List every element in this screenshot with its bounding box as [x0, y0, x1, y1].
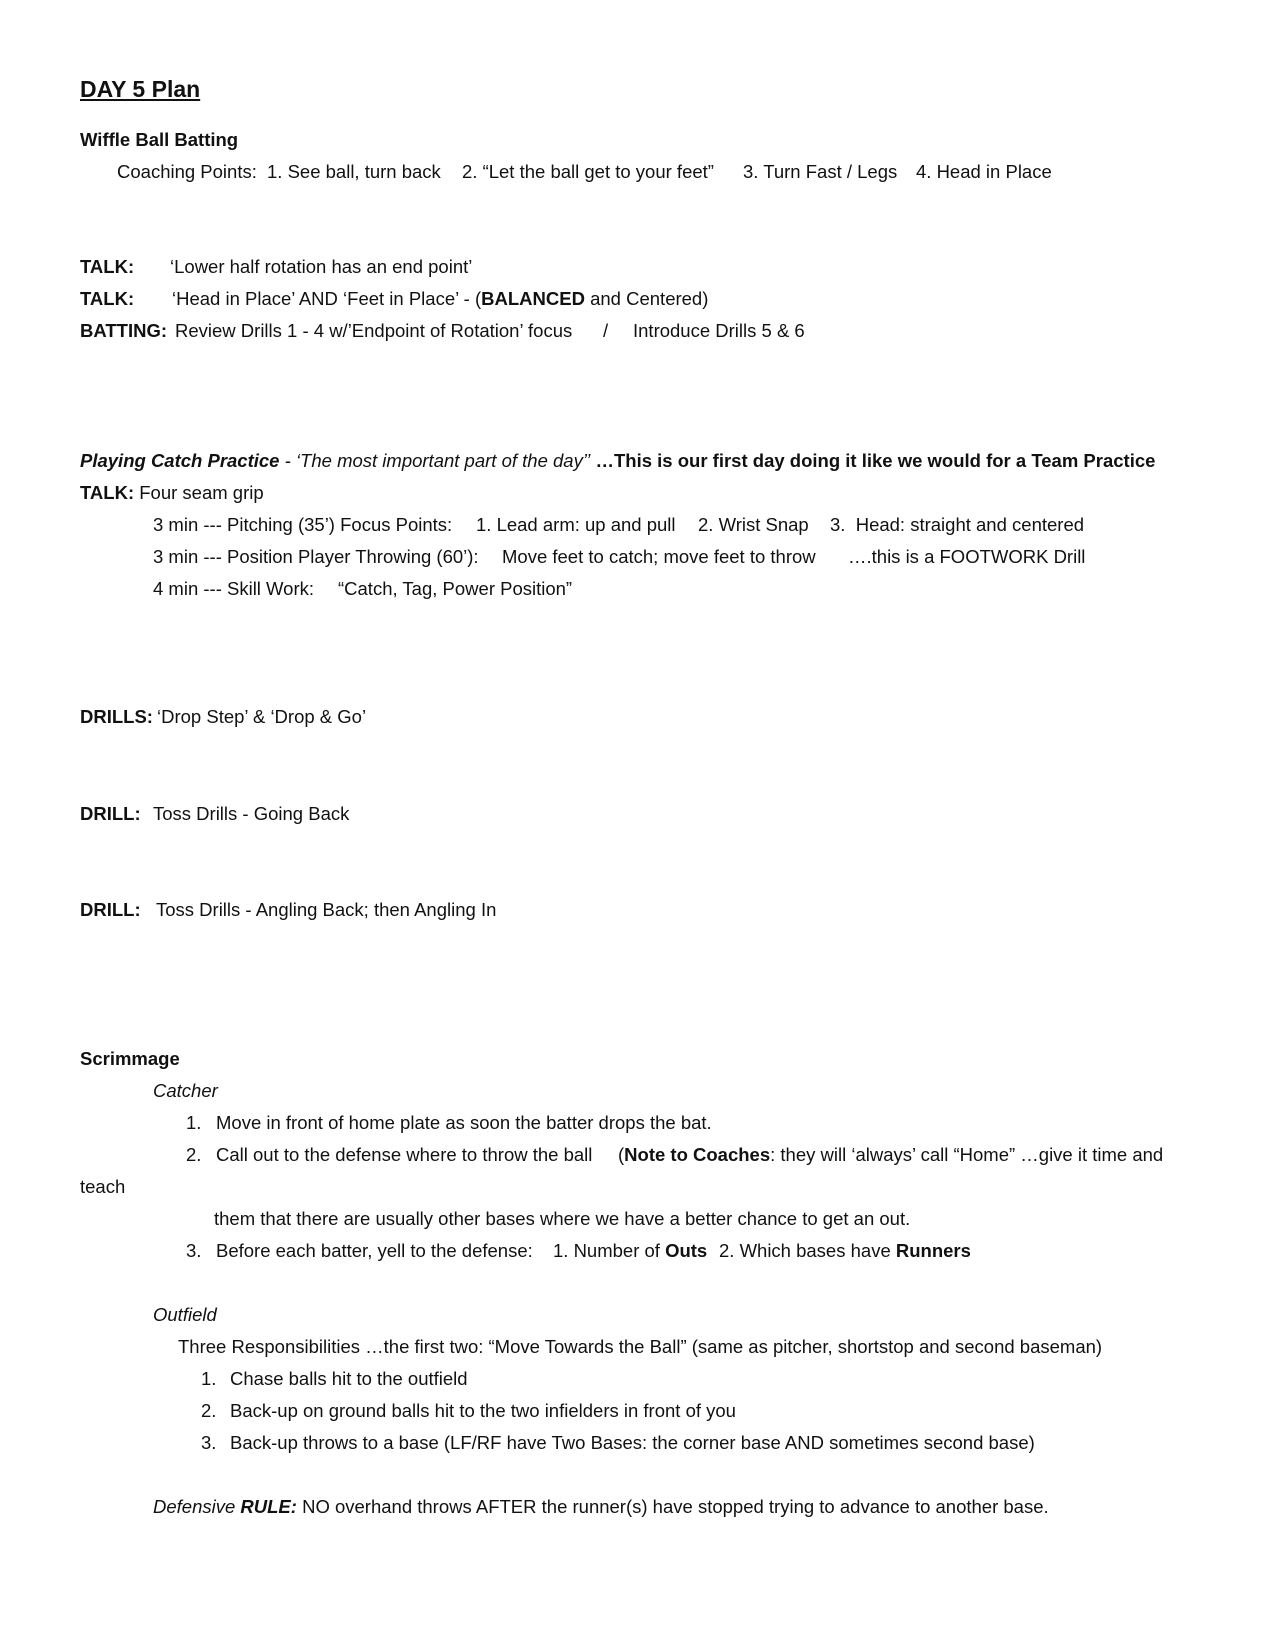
drill2-label: DRILL:	[80, 899, 141, 920]
catcher-item-2-cont: them that there are usually other bases where we have a better chance to get an out.	[214, 1208, 911, 1229]
catcher-num-1: 1.	[186, 1112, 202, 1133]
catch-talk-text: Four seam grip	[134, 482, 264, 503]
outfield-item-3: Back-up throws to a base (LF/RF have Two Bases: the corner base AND sometimes second base)	[230, 1432, 1035, 1453]
talk-text-2-bold: BALANCED	[481, 288, 585, 309]
catch-row3-time: 4 min --- Skill Work:	[153, 578, 315, 599]
catcher-num-3: 3.	[186, 1240, 202, 1261]
catch-row2-a: Move feet to catch; move feet to throw	[502, 546, 816, 567]
catcher-item-3b	[553, 1242, 707, 1261]
drill2-text: Toss Drills - Angling Back; then Angling In	[156, 899, 497, 920]
catch-dash: -	[279, 450, 296, 471]
catch-row1-c: 3. Head: straight and centered	[830, 514, 1085, 535]
scrimmage-heading: Scrimmage	[80, 1048, 180, 1069]
coaching-point-3: 3. Turn Fast / Legs	[743, 161, 898, 182]
drills-text: ‘Drop Step’ & ‘Drop & Go’	[157, 706, 367, 727]
coaching-point-4: 4. Head in Place	[916, 161, 1052, 182]
outfield-item-1: Chase balls hit to the outfield	[230, 1368, 468, 1389]
catch-talk-label: TALK:	[80, 482, 135, 503]
defensive-rule-text: NO overhand throws AFTER the runner(s) have stopped trying to advance to another base.	[296, 1496, 1049, 1517]
catch-row1-time: 3 min --- Pitching (35’) Focus Points:	[153, 514, 453, 535]
catch-row1-a: 1. Lead arm: up and pull	[476, 514, 676, 535]
catch-talk	[80, 484, 264, 503]
catch-row3-a: “Catch, Tag, Power Position”	[338, 578, 573, 599]
catcher-label: Catcher	[153, 1080, 218, 1101]
batting-slash: /	[603, 320, 609, 341]
catcher-num-2: 2.	[186, 1144, 202, 1165]
catch-row2-time: 3 min --- Position Player Throwing (60’):	[153, 546, 479, 567]
talk-text-2	[172, 290, 708, 309]
catch-row2-b: ….this is a FOOTWORK Drill	[848, 546, 1086, 567]
catch-row1-b: 2. Wrist Snap	[698, 514, 809, 535]
coaching-point-1: 1. See ball, turn back	[267, 161, 441, 182]
drill1-label: DRILL:	[80, 803, 141, 824]
defensive-rule	[153, 1498, 1049, 1517]
catch-title: Playing Catch Practice	[80, 450, 280, 471]
catcher-item-3-outs: Outs	[665, 1240, 708, 1261]
outfield-label: Outfield	[153, 1304, 217, 1325]
catcher-item-1: Move in front of home plate as soon the batter drops the bat.	[216, 1112, 712, 1133]
drills-label: DRILLS:	[80, 706, 153, 727]
catch-heading	[80, 452, 1155, 471]
coaching-label: Coaching Points:	[117, 161, 257, 182]
page-title: DAY 5 Plan	[80, 76, 201, 102]
catcher-item-3c	[719, 1242, 971, 1261]
wiffle-heading: Wiffle Ball Batting	[80, 129, 239, 150]
catcher-item-2-paren: (	[618, 1144, 625, 1165]
talk-label-2: TALK:	[80, 288, 135, 309]
outfield-num-2: 2.	[201, 1400, 217, 1421]
catch-quote: ‘The most important part of the day’’	[295, 450, 591, 471]
catcher-item-3-outs-pre: 1. Number of	[553, 1240, 666, 1261]
talk-text-2-a: ‘Head in Place’ AND ‘Feet in Place’ - (	[172, 288, 482, 309]
outfield-intro: Three Responsibilities …the first two: “Move Towards the Ball” (same as pitcher, shortstop and second baseman)	[178, 1336, 1103, 1357]
outfield-num-1: 1.	[201, 1368, 217, 1389]
catcher-item-2-rest: : they will ‘always’ call “Home” …give it time and	[770, 1144, 1164, 1165]
note-to-coaches: Note to Coaches	[624, 1144, 771, 1165]
catcher-item-2a: Call out to the defense where to throw the ball	[216, 1144, 593, 1165]
talk-label-1: TALK:	[80, 256, 135, 277]
outfield-num-3: 3.	[201, 1432, 217, 1453]
coaching-point-2: 2. “Let the ball get to your feet”	[462, 161, 714, 182]
batting-text-b: Introduce Drills 5 & 6	[633, 320, 805, 341]
batting-label: BATTING:	[80, 320, 167, 341]
catcher-item-3-runners: Runners	[895, 1240, 971, 1261]
catch-bold-text: …This is our first day doing it like we would for a Team Practice	[590, 450, 1156, 471]
defensive-rule-italic: Defensive	[153, 1496, 241, 1517]
catcher-item-3a: Before each batter, yell to the defense:	[216, 1240, 533, 1261]
talk-text-2-b: and Centered)	[584, 288, 709, 309]
talk-text-1: ‘Lower half rotation has an end point’	[170, 256, 473, 277]
catcher-item-2b	[618, 1146, 1163, 1165]
catcher-item-2-wrap: teach	[80, 1176, 126, 1197]
catcher-item-3-runners-pre: 2. Which bases have	[719, 1240, 896, 1261]
drill1-text: Toss Drills - Going Back	[153, 803, 350, 824]
batting-text-a: Review Drills 1 - 4 w/’Endpoint of Rotation’ focus	[175, 320, 573, 341]
outfield-item-2: Back-up on ground balls hit to the two infielders in front of you	[230, 1400, 736, 1421]
defensive-rule-label: RULE:	[240, 1496, 297, 1517]
